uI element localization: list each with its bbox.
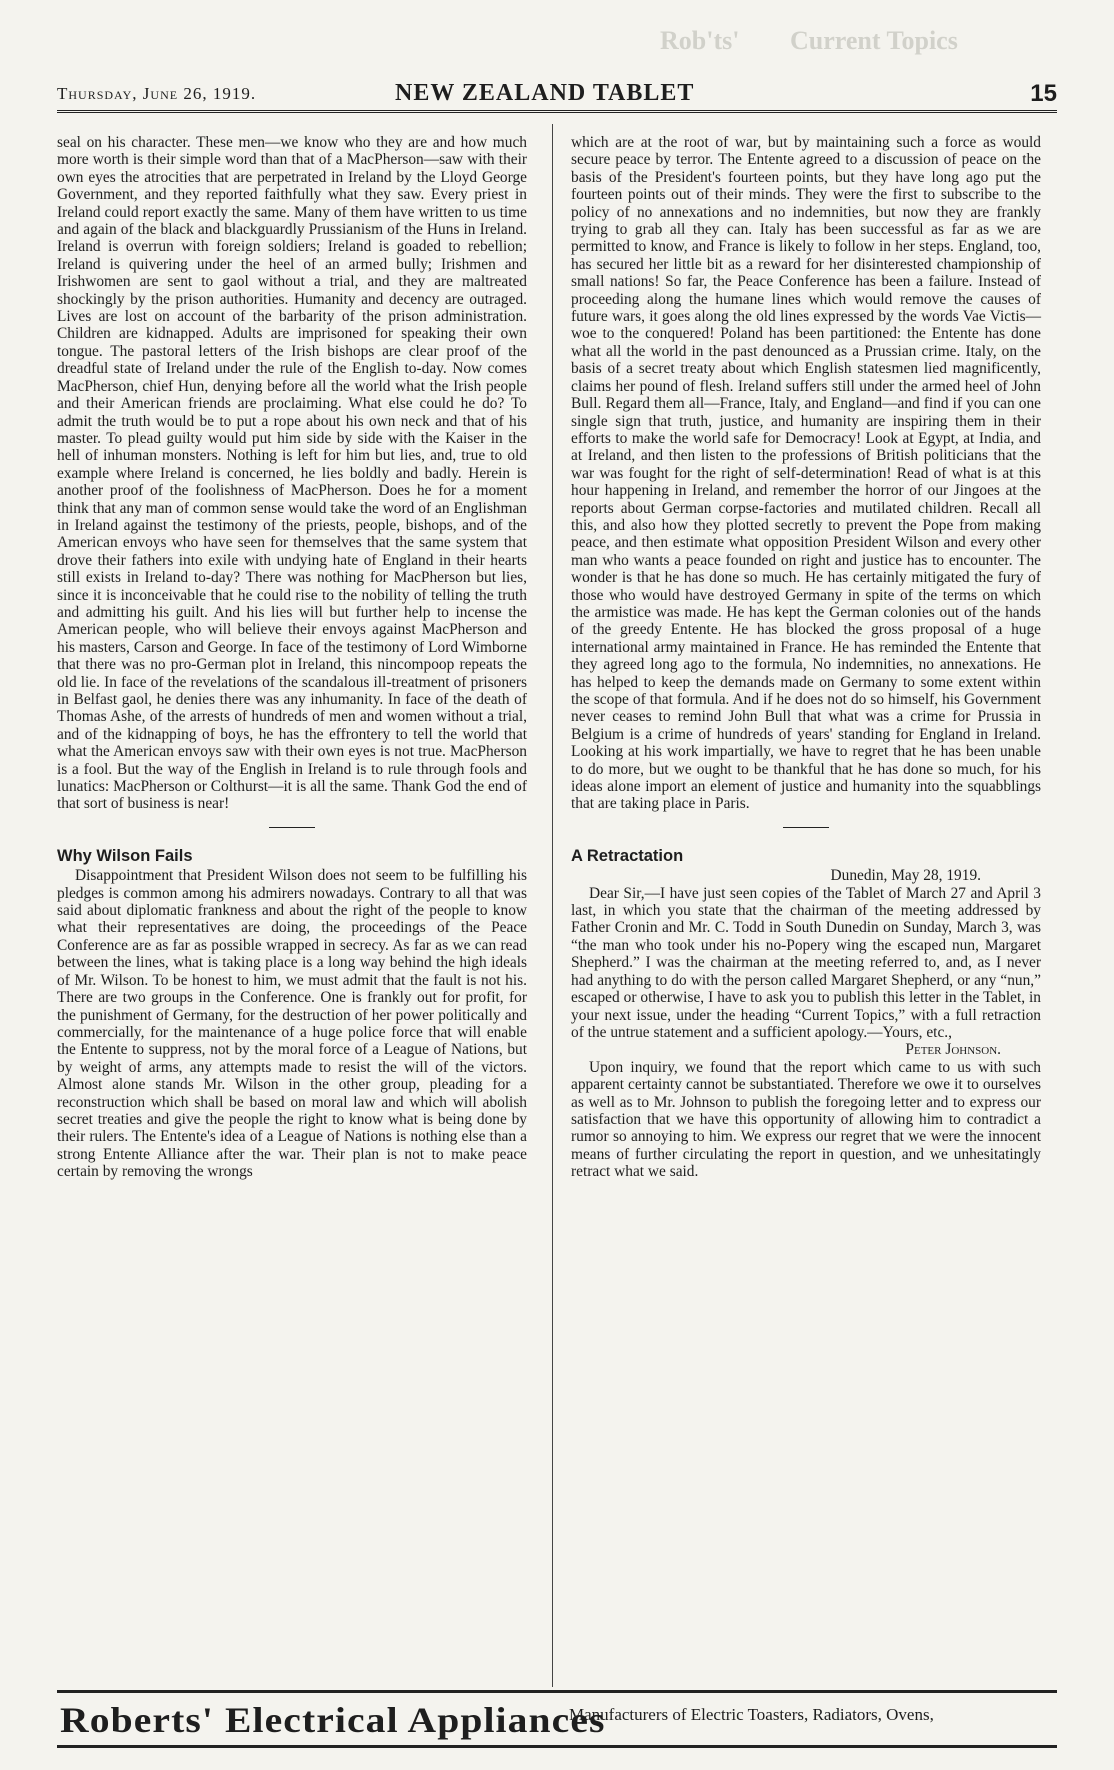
advertisement-tagline: Manufacturers of Electric Toasters, Radiators, Ovens, (569, 1705, 934, 1724)
advertisement-brand: Roberts' Electrical Appliances (60, 1700, 606, 1740)
masthead (57, 80, 1057, 110)
masthead-rule (57, 110, 1057, 113)
page-number: 15 (1030, 80, 1057, 107)
column-divider (552, 124, 553, 1687)
section-divider (269, 827, 315, 828)
letter-body: Dear Sir,—I have just seen copies of the Tablet of March 27 and April 3 last, in which you state that the chairman of the meeting addressed by Father Cronin and Mr. C. Todd in South Dunedin on Sunday, March 3, was “the man who took under his no-Popery wing the escaped nun, Margaret Shepherd.” I was the chairman at the meeting referred to, and, as I never had anything to do with the person called Margaret Shepherd, or any “nun,” escaped or otherwise, I have to ask you to publish this letter in the Tablet, in your next issue, under the heading “Current Topics,” with a full retraction of the untrue statement and a sufficient apology.—Yours, etc., (571, 884, 1041, 1041)
letter-place-date: Dunedin, May 28, 1919. (830, 867, 981, 885)
left-column (57, 134, 527, 1181)
article-paragraph: Disappointment that President Wilson does not seem to be fulfilling his pledges is common among his admirers nowadays. Contrary to all that was said about diplomatic frankness and about the right of the people to know what their representatives are doing, the proceedings of the Peace Conference are as far as possible wrapped in secrecy. As far as we can read between the lines, what is taking place is a long way behind the high ideals of Mr. Wilson. To be honest to him, we must admit that the fault is not his. There are two groups in the Conference. One is frankly out for profit, for the punishment of Germany, for the destruction of her power politically and commercially, for the maintenance of a huge police force that will enable the Entente to suppress, not by the moral force of a League of Nations, but by weight of arms, any attempts made to resist the will of the victors. Almost alone stands Mr. Wilson in the other group, pleading for a reconstruction which shall be based on moral law and which will abolish secret treaties and give the people the right to know what is being done by their rulers. The Entente's idea of a League of Nations is nothing else than a strong Entente Alliance after the war. Their plan is not to make peace certain by removing the wrongs (57, 867, 527, 1181)
footer-bottom-rule (57, 1745, 1057, 1748)
article-paragraph: seal on his character. These men—we know who they are and how much more worth is their simple word than that of a MacPherson—saw with their own eyes the atrocities that are perpetrated in Ireland by the Lloyd George Government, and they reported faithfully what they saw. Every priest in Ireland could report exactly the same. Many of them have written to us time and again of the black and blackguardly Prussianism of the Huns in Ireland. Ireland is overrun with foreign soldiers; Ireland is goaded to rebellion; Ireland is quivering under the heel of an armed bully; Irishmen and Irishwomen are sent to gaol without a trial, and they are maltreated shockingly by the prison authorities. Humanity and decency are outraged. Lives are lost on account of the barbarity of the prison administration. Children are kidnapped. Adults are imprisoned for speaking their own tongue. The pastoral letters of the Irish bishops are clear proof of the dreadful state of Ireland under the rule of the English to-day. Now comes MacPherson, chief Hun, denying before all the world what the Irish people and their American friends are proclaiming. What else could he do? To admit the truth would be to put a rope about his own neck and that of his master. To plead guilty would put him side by side with the Kaiser in the hell of inhuman monsters. Nothing is left for him but lies, and, true to old example where Ireland is concerned, he lies boldly and badly. Herein is another proof of the foolishness of MacPherson. Does he for a moment think that any man of common sense would take the word of an Englishman in Ireland against the testimony of the priests, people, bishops, and of the American envoys who have seen for themselves that the same system that drove their fathers into exile with undying hate of England in their hearts still exists in Ireland to-day? There was nothing for MacPherson but lies, since it is inconceivable that he could rise to the nobility of telling the truth and admitting his guilt. And his lies will but further help to incense the American people, who will believe their envoys against MacPherson and his masters, Carson and George. In face of the testimony of Lord Wimborne that there was no pro-German plot in Ireland, this nincompoop repeats the old lie. In face of the revelations of the scandalous ill-treatment of prisoners in Belfast gaol, he denies there was any inhumanity. In face of the death of Thomas Ashe, of the arrests of hundreds of men and women without a trial, and of the kidnapping of boys, he has the effrontery to tell the world that what the American envoys saw with their own eyes is not true. MacPherson is a fool. But the way of the English in Ireland is to rule through fools and lunatics: MacPherson or Colthurst—it is all the same. Thank God the end of that sort of business is near! (57, 134, 527, 813)
faded-stamp: Rob'ts' Current Topics (660, 26, 958, 55)
section-heading-retractation: A Retractation (571, 846, 684, 865)
article-paragraph: which are at the root of war, but by maintaining such a force as would secure peace by terror. The Entente agreed to a discussion of peace on the basis of the President's fourteen points, but they have long ago put the fourteen points out of their minds. They were the first to subscribe to the policy of no annexations and no indemnities, but now they are frankly trying to grab all they can. Italy has been successful as far as we are permitted to know, and France is likely to follow in her steps. England, too, has secured her little bit as a reward for her disinterested championship of small nations! So far, the Peace Conference has been a failure. Instead of proceeding along the humane lines which would remove the causes of future wars, it goes along the old lines expressed by the words Vae Victis—woe to the conquered! Poland has been partitioned: the Entente has done what all the world in the past denounced as a Prussian crime. Italy, on the basis of a secret treaty about which English statesmen lied magnificently, claims her pound of flesh. Ireland suffers still under the armed heel of John Bull. Regard them all—France, Italy, and England—and find if you can one single sign that truth, justice, and humanity are inspiring them in their efforts to make the world safe for Democracy! Look at Egypt, at India, and at Ireland, and then listen to the professions of British politicians that the war was fought for the right of self-determination! Read of what is at this hour happening in Ireland, and remember the horror of our Jingoes at the reports about German corpse-factories and mutilated children. Recall all this, and also how they plotted secretly to prevent the Pope from making peace, and then estimate what opposition President Wilson and every other man who wants a peace founded on right and justice has to encounter. The wonder is that he has done so much. He has certainly mitigated the fury of those who would have destroyed Germany in spite of the terms on which the armistice was made. He has kept the German colonies out of the hands of the greedy Entente. He has blocked the gross proposal of a huge international army maintained in France. He has reminded the Entente that they agreed long ago to the formula, No indemnities, no annexations. He has helped to keep the demands made on Germany to some extent within the scope of that formula. And if he does not do so himself, his Government never ceases to remind John Bull that what was a crime for Prussia in Belgium is a crime of hundreds of years' standing for England in Ireland. Looking at his work impartially, we have to regret that he has been unable to do more, but we ought to be thankful that he has done so much, for his ideas alone import an element of justice and humanity into the squabblings that are taking place in Paris. (571, 134, 1041, 813)
footer-rule (57, 1690, 1057, 1693)
newspaper-title: NEW ZEALAND TABLET (395, 80, 695, 106)
section-heading-why-wilson-fails: Why Wilson Fails (57, 846, 193, 865)
section-divider (783, 827, 829, 828)
editor-reply: Upon inquiry, we found that the report which came to us with such apparent certainty cannot be substantiated. Therefore we owe it to ourselves as well as to Mr. Johnson to publish the foregoing letter and to express our satisfaction that we have this opportunity of allowing him to contradict a rumor so annoying to him. We express our regret that we were the innocent means of further circulating the report in question, and we unhesitatingly retract what we said. (571, 1058, 1041, 1181)
right-column (571, 134, 1041, 1181)
letter-signature: Peter Johnson. (905, 1041, 1001, 1059)
issue-date: Thursday, June 26, 1919. (57, 84, 257, 103)
